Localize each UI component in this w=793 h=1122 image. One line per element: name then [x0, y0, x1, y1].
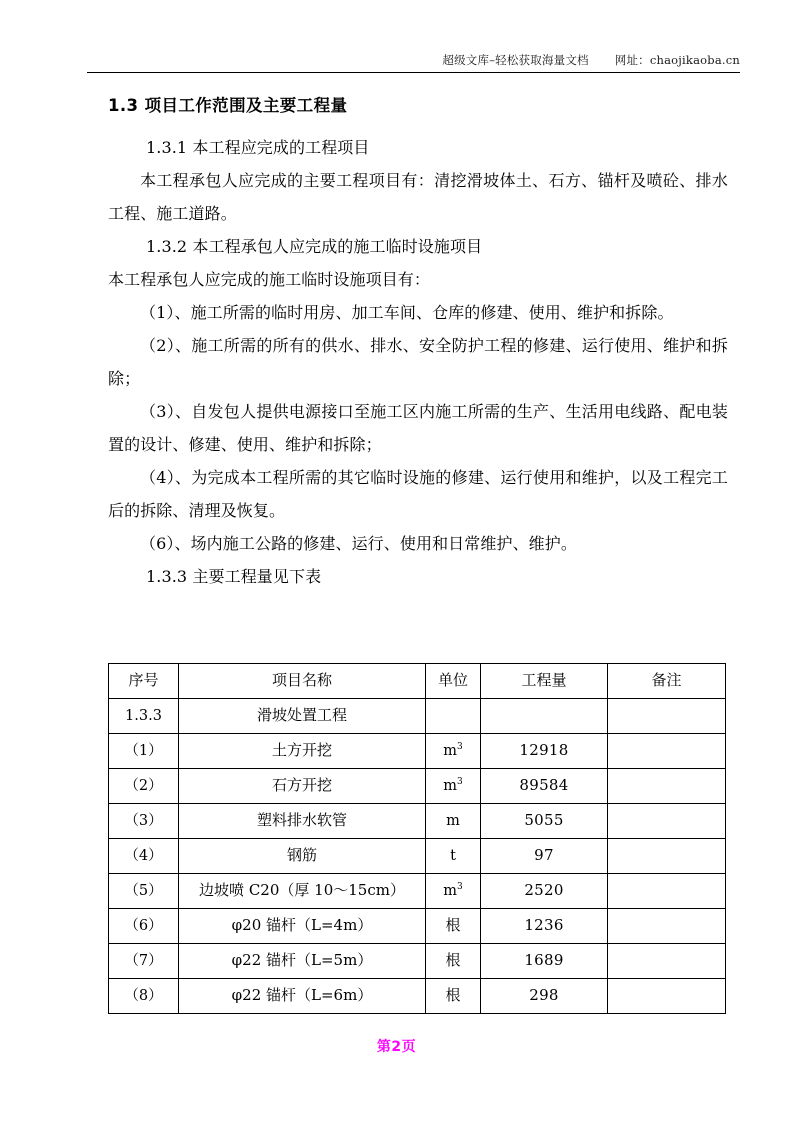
site-url: chaojikaoba.cn — [649, 53, 740, 67]
library-name: 超级文库–轻松获取海量文档 — [442, 53, 589, 67]
cell-name: 边坡喷 C20（厚 10～15cm） — [179, 874, 426, 909]
document-footer — [0, 1036, 793, 1056]
cell-unit: t — [426, 839, 481, 874]
unit-superscript: 3 — [457, 742, 463, 753]
document-body — [108, 96, 728, 593]
cell-name: φ22 锚杆（L=6m） — [179, 979, 426, 1014]
cell-no: （1） — [109, 734, 179, 769]
heading-1-3-1: 1.3.1 本工程应完成的工程项目 — [146, 137, 370, 157]
cell-no: 1.3.3 — [109, 699, 179, 734]
quantities-table-container — [108, 663, 725, 1014]
document-running-header — [87, 52, 740, 73]
cell-no: （4） — [109, 839, 179, 874]
heading-1-3-2: 1.3.2 本工程承包人应完成的施工临时设施项目 — [146, 236, 483, 256]
cell-no: （8） — [109, 979, 179, 1014]
list-item-4: （4）、为完成本工程所需的其它临时设施的修建、运行使用和维护，以及工程完工后的拆除、清理及恢复。 — [108, 467, 728, 520]
paragraph-1-3-1: 本工程承包人应完成的主要工程项目有：清挖滑坡体土、石方、锚杆及喷砼、排水工程、施工道路。 — [108, 170, 728, 223]
table-row — [109, 804, 726, 839]
cell-name: 钢筋 — [179, 839, 426, 874]
cell-name: 土方开挖 — [179, 734, 426, 769]
cell-unit — [426, 699, 481, 734]
quantities-table — [108, 663, 726, 1014]
table-row — [109, 699, 726, 734]
paragraph-1-3-2-lead: 本工程承包人应完成的施工临时设施项目有： — [108, 269, 431, 289]
column-header-name: 项目名称 — [179, 664, 426, 699]
cell-quantity: 1236 — [481, 909, 608, 944]
cell-note — [608, 944, 726, 979]
list-item-3: （3）、自发包人提供电源接口至施工区内施工所需的生产、生活用电线路、配电装置的设计、修建、使用、维护和拆除； — [108, 401, 728, 454]
page-number: 第2页 — [376, 1039, 417, 1055]
cell-no: （3） — [109, 804, 179, 839]
cell-note — [608, 909, 726, 944]
table-row — [109, 944, 726, 979]
table-row — [109, 769, 726, 804]
list-item-1: （1）、施工所需的临时用房、加工车间、仓库的修建、使用、维护和拆除。 — [140, 302, 674, 322]
cell-name: 石方开挖 — [179, 769, 426, 804]
cell-unit: 根 — [426, 909, 481, 944]
table-body — [109, 699, 726, 1014]
column-header-qty: 工程量 — [481, 664, 608, 699]
cell-name: φ22 锚杆（L=5m） — [179, 944, 426, 979]
table-row — [109, 734, 726, 769]
unit-superscript: 3 — [457, 777, 463, 788]
cell-unit: $m^3$ — [426, 734, 481, 769]
cell-name: 滑坡处置工程 — [179, 699, 426, 734]
table-row — [109, 874, 726, 909]
heading-1-3-3: 1.3.3 主要工程量见下表 — [146, 566, 322, 586]
cell-quantity — [481, 699, 608, 734]
table-row — [109, 839, 726, 874]
unit-superscript: 3 — [457, 882, 463, 893]
cell-unit: $m^3$ — [426, 769, 481, 804]
site-label: 网址： — [614, 53, 650, 67]
cell-name: φ20 锚杆（L=4m） — [179, 909, 426, 944]
cell-unit: 根 — [426, 944, 481, 979]
cell-note — [608, 734, 726, 769]
running-header-text — [87, 52, 740, 72]
cell-quantity: 12918 — [481, 734, 608, 769]
column-header-unit: 单位 — [426, 664, 481, 699]
cell-no: （6） — [109, 909, 179, 944]
cell-quantity: 1689 — [481, 944, 608, 979]
header-divider — [87, 72, 740, 73]
cell-note — [608, 839, 726, 874]
cell-no: （5） — [109, 874, 179, 909]
cell-note — [608, 804, 726, 839]
table-row — [109, 979, 726, 1014]
cell-note — [608, 699, 726, 734]
cell-quantity: 298 — [481, 979, 608, 1014]
list-item-2: （2）、施工所需的所有的供水、排水、安全防护工程的修建、运行使用、维护和拆除； — [108, 335, 728, 388]
cell-name: 塑料排水软管 — [179, 804, 426, 839]
column-header-no: 序号 — [109, 664, 179, 699]
cell-note — [608, 874, 726, 909]
table-header-row — [109, 664, 726, 699]
list-item-5: （6）、场内施工公路的修建、运行、使用和日常维护、维护。 — [140, 533, 577, 553]
cell-no: （7） — [109, 944, 179, 979]
column-header-note: 备注 — [608, 664, 726, 699]
cell-quantity: 2520 — [481, 874, 608, 909]
cell-unit: $m^3$ — [426, 874, 481, 909]
table-row — [109, 909, 726, 944]
cell-quantity: 97 — [481, 839, 608, 874]
cell-unit: 根 — [426, 979, 481, 1014]
cell-quantity: 5055 — [481, 804, 608, 839]
cell-note — [608, 979, 726, 1014]
cell-unit: m — [426, 804, 481, 839]
page-title: 1.3 项目工作范围及主要工程量 — [108, 96, 348, 115]
cell-note — [608, 769, 726, 804]
cell-quantity: 89584 — [481, 769, 608, 804]
cell-no: （2） — [109, 769, 179, 804]
